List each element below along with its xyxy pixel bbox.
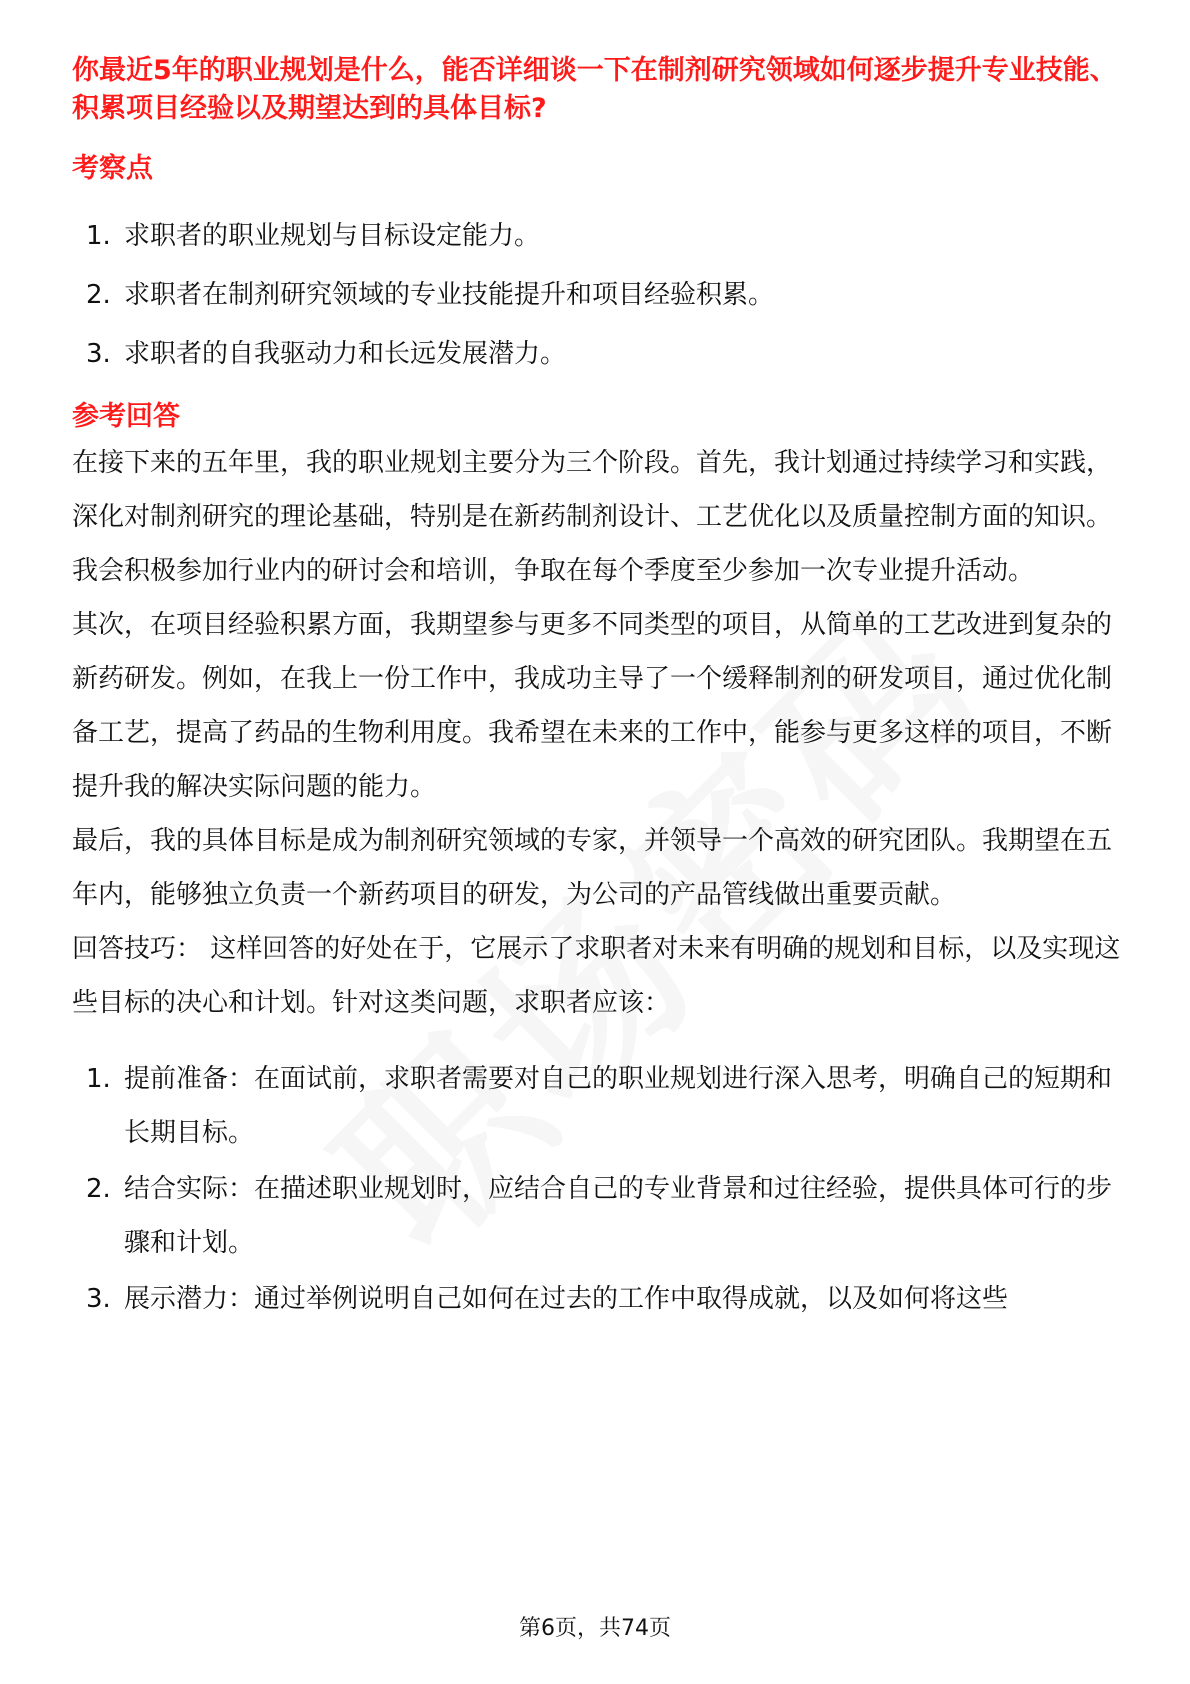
list-text: 求职者的自我驱动力和长远发展潜力。	[124, 339, 567, 369]
list-item	[72, 277, 1122, 313]
list-text: 求职者在制剂研究领域的专业技能提升和项目经验积累。	[124, 280, 775, 310]
list-item	[72, 1272, 1122, 1326]
list-item	[72, 218, 1122, 254]
list-item	[72, 336, 1122, 372]
list-text: 展示潜力：通过举例说明自己如何在过去的工作中取得成就，以及如何将这些	[124, 1284, 1009, 1314]
answer-paragraph: 在接下来的五年里，我的职业规划主要分为三个阶段。首先，我计划通过持续学习和实践，深化对制剂研究的理论基础，特别是在新药制剂设计、工艺优化以及质量控制方面的知识。我会积极参加行业内的研讨会和培训，争取在每个季度至少参加一次专业提升活动。	[72, 448, 1113, 586]
list-number: 2.	[86, 1174, 111, 1204]
page-content	[72, 52, 1122, 1328]
points-heading: 考察点	[72, 153, 153, 184]
tips-intro-paragraph: 回答技巧： 这样回答的好处在于，它展示了求职者对未来有明确的规划和目标，以及实现这些目标的决心和计划。针对这类问题，求职者应该：	[72, 934, 1121, 1018]
list-text: 提前准备：在面试前，求职者需要对自己的职业规划进行深入思考，明确自己的短期和长期目标。	[124, 1064, 1113, 1148]
tips-list	[72, 1052, 1122, 1326]
points-list	[72, 218, 1122, 372]
answer-paragraph: 最后，我的具体目标是成为制剂研究领域的专家，并领导一个高效的研究团队。我期望在五年内，能够独立负责一个新药项目的研发，为公司的产品管线做出重要贡献。	[72, 826, 1113, 910]
list-number: 1.	[86, 221, 111, 251]
list-number: 2.	[86, 280, 111, 310]
list-number: 3.	[86, 339, 111, 369]
answer-heading: 参考回答	[72, 401, 180, 432]
question-title: 你最近5年的职业规划是什么，能否详细谈一下在制剂研究领域如何逐步提升专业技能、积累项目经验以及期望达到的具体目标?	[72, 55, 1117, 124]
list-number: 1.	[86, 1064, 111, 1094]
list-text: 求职者的职业规划与目标设定能力。	[124, 221, 541, 251]
answer-paragraph: 其次，在项目经验积累方面，我期望参与更多不同类型的项目，从简单的工艺改进到复杂的新药研发。例如，在我上一份工作中，我成功主导了一个缓释制剂的研发项目，通过优化制备工艺，提高了药品的生物利用度。我希望在未来的工作中，能参与更多这样的项目，不断提升我的解决实际问题的能力。	[72, 610, 1113, 802]
list-number: 3.	[86, 1284, 111, 1314]
list-item	[72, 1052, 1122, 1160]
list-text: 结合实际：在描述职业规划时，应结合自己的专业背景和过往经验，提供具体可行的步骤和计划。	[124, 1174, 1113, 1258]
page-number: 第6页，共74页	[519, 1616, 671, 1641]
list-item	[72, 1162, 1122, 1270]
